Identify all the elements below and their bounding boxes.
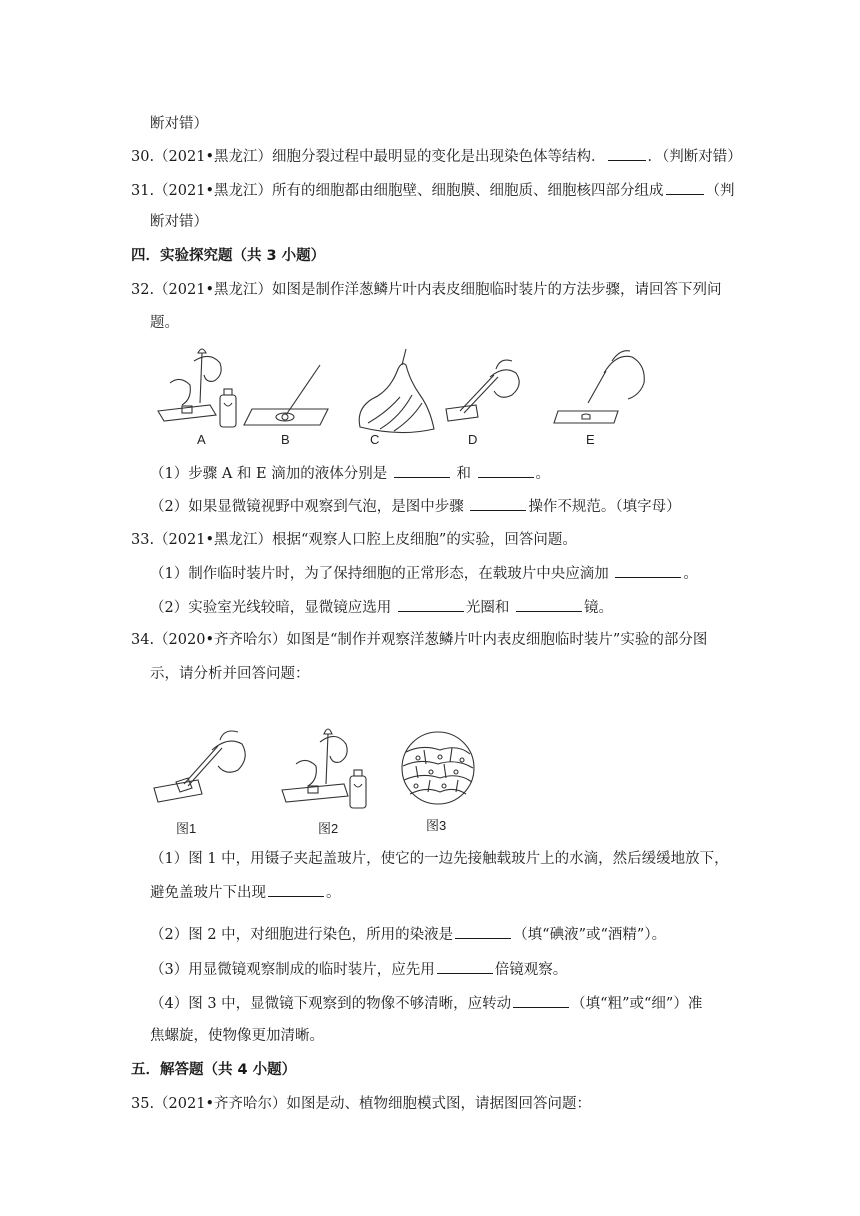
q32-1-end: 。 [535,466,551,482]
question-33-part-1 [150,563,698,584]
q34-2-end: （填“碘液”或“酒精”）。 [513,927,667,943]
q32-1-blank-a[interactable] [394,463,450,478]
question-34-part-2 [150,924,666,945]
q34-4-text: （4）图 3 中，显微镜下观察到的物像不够清晰，应转动 [150,996,512,1012]
q33-1-text: （1）制作临时装片时，为了保持细胞的正常形态，在载玻片中央应滴加 [150,566,609,582]
question-33-part-2 [150,597,613,618]
q34-3-blank[interactable] [437,959,493,974]
question-32-part-2 [150,496,681,517]
figure-34-2-illustration [282,729,366,808]
label-figure-1: 图1 [176,821,197,836]
q34-4-end: （填“粗”或“细”）准 [571,996,703,1012]
q33-2-blank-aperture[interactable] [398,597,464,612]
q32-2-blank[interactable] [470,496,526,511]
q32-tail: 题。 [150,315,179,331]
question-30 [131,146,742,167]
q34-2-text: （2）图 2 中，对细胞进行染色，所用的染液是 [150,927,454,943]
step-c-illustration [359,349,434,433]
label-figure-3: 图3 [426,818,447,833]
question-32: 32.（2021•黑龙江）如图是制作洋葱鳞片叶内表皮细胞临时装片的方法步骤，请回答下列问 [131,282,722,298]
question-31 [131,180,735,201]
label-step-c: C [370,432,380,447]
q32-1-text: （1）步骤 A 和 E 滴加的液体分别是 [150,466,388,482]
step-b-illustration [244,365,328,425]
q34-3-end: 倍镜观察。 [494,962,568,978]
q34-tail: 示，请分析并回答问题： [150,666,310,682]
q34-2-blank[interactable] [455,924,511,939]
q34-1-end: 。 [326,885,341,901]
step-a-illustration [158,349,236,427]
q34-4-blank[interactable] [513,993,569,1008]
q34-4-tail: 焦螺旋，使物像更加清晰。 [150,1028,324,1044]
label-figure-2: 图2 [318,821,339,836]
q34-1-blank[interactable] [268,882,324,897]
q30-end: ．（判断对错） [647,149,742,165]
label-step-a: A [197,432,206,447]
step-e-illustration [554,351,644,423]
q32-2-text: （2）如果显微镜视野中观察到气泡，是图中步骤 [150,499,464,515]
q33-2-text: （2）实验室光线较暗，显微镜应选用 [150,600,392,616]
figure-34 [148,722,478,818]
q33-1-end: 。 [683,566,698,582]
q32-2-end: 操作不规范。（填字母） [528,499,681,515]
q31-tail: 断对错） [150,214,208,230]
question-34-part-4 [150,993,702,1014]
q33-1-blank[interactable] [615,563,681,578]
q34-1-text: 避免盖玻片下出现 [150,885,266,901]
question-35: 35.（2021•齐齐哈尔）如图是动、植物细胞模式图，请据图回答问题： [131,1096,592,1112]
section-5-heading: 五．解答题（共 4 小题） [131,1062,297,1078]
q31-blank[interactable] [666,180,704,195]
q30-blank[interactable] [608,146,646,161]
q32-1-and: 和 [456,466,471,482]
step-d-illustration [446,360,519,421]
question-32-part-1 [150,463,550,484]
question-34-part-3 [150,959,567,980]
label-step-e: E [586,432,595,447]
figure-32-steps [150,343,660,450]
question-34: 34.（2020•齐齐哈尔）如图是“制作并观察洋葱鳞片叶内表皮细胞临时装片”实验的部分图 [131,632,708,648]
section-4-heading: 四．实验探究题（共 3 小题） [131,248,326,264]
q30-text: 30.（2021•黑龙江）细胞分裂过程中最明显的变化是出现染色体等结构． [131,149,606,165]
label-step-d: D [468,432,478,447]
q31-text: 31.（2021•黑龙江）所有的细胞都由细胞壁、细胞膜、细胞质、细胞核四部分组成 [131,183,664,199]
q33-2-end: 镜。 [583,600,613,616]
question-33: 33.（2021•黑龙江）根据“观察人口腔上皮细胞”的实验，回答问题。 [131,532,577,548]
label-step-b: B [281,432,290,447]
figure-34-3-illustration [402,732,474,804]
q31-end: （判 [705,183,735,199]
question-34-part-1: （1）图 1 中，用镊子夹起盖玻片，使它的一边先接触载玻片上的水滴，然后缓缓地放下， [150,851,729,867]
q32-1-blank-e[interactable] [478,463,534,478]
q29-tail: 断对错） [150,116,208,132]
question-34-part-1-cont [150,882,341,903]
q34-3-text: （3）用显微镜观察制成的临时装片，应先用 [150,962,435,978]
q33-2-blank-mirror[interactable] [516,597,582,612]
figure-34-1-illustration [154,731,245,802]
q33-2-mid: 光圈和 [465,600,510,616]
